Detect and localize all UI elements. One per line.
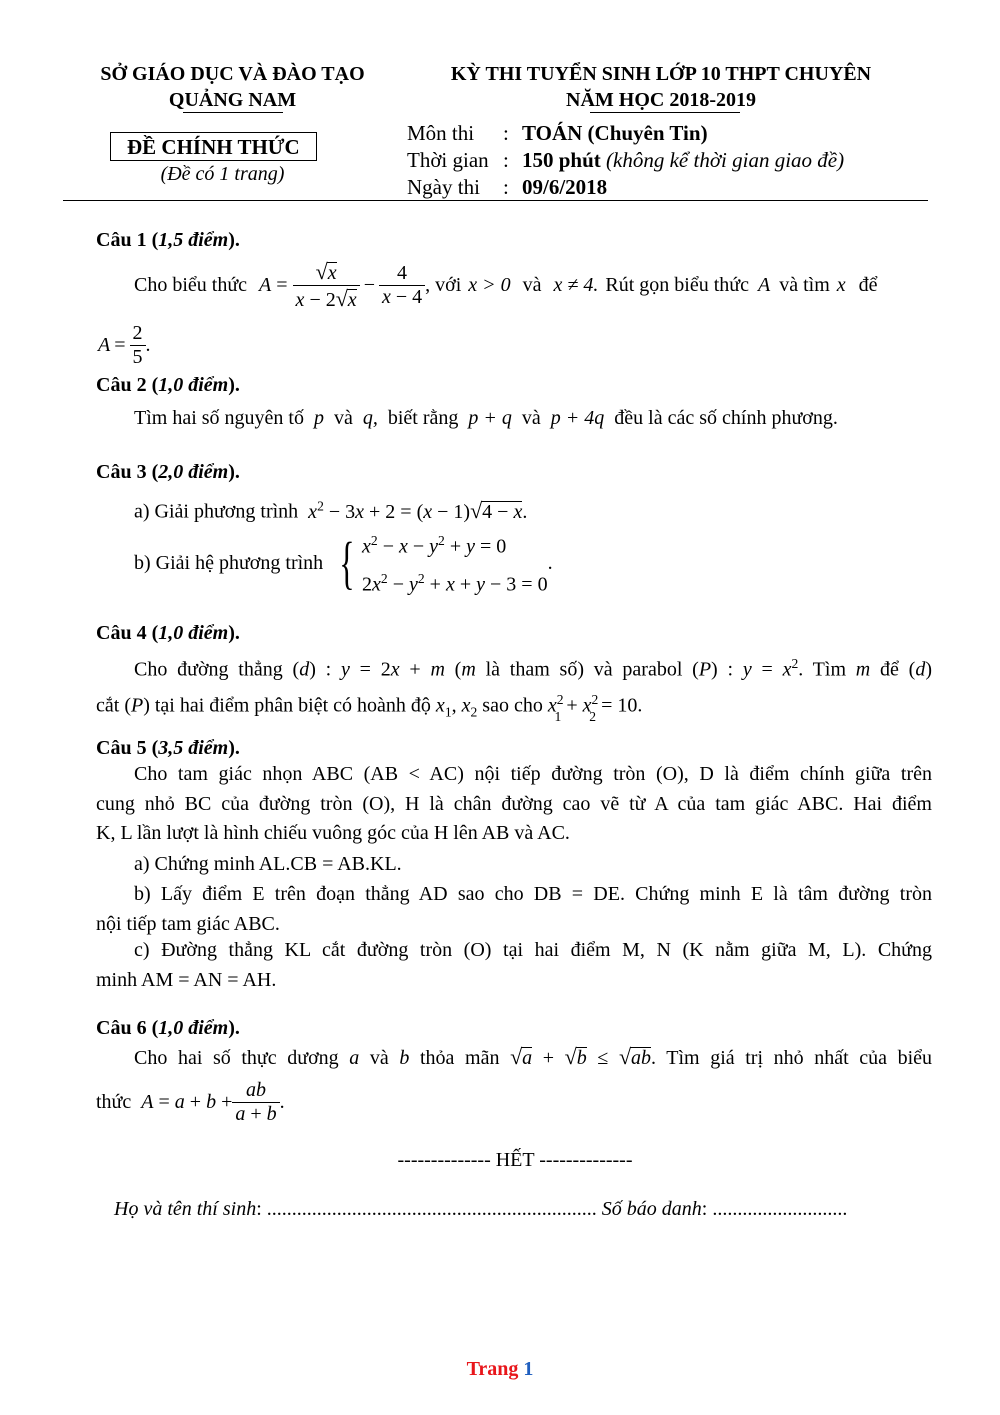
q6-line1: Cho hai số thực dương a và b thỏa mãn √a + √b ≤ √ab. Tìm giá trị nhỏ nhất của biểu xyxy=(134,1044,933,1069)
time-value-line xyxy=(522,148,844,173)
page-number: 1 xyxy=(523,1358,534,1380)
time-note: (không kể thời gian giao đề) xyxy=(606,148,845,172)
q5-part-c: c) Đường thẳng KL cắt đường tròn (O) tại hai điểm M, N (K nằm giữa M, L). Chứng xyxy=(134,939,932,961)
q1-var-A: A xyxy=(259,274,272,296)
q5-part-a: a) Chứng minh AL.CB = AB.KL. xyxy=(134,853,402,875)
q5-part-c-cont: minh AM = AN = AH. xyxy=(96,969,277,991)
q1-var-x: x xyxy=(836,274,846,296)
q1-var-A-2: A xyxy=(758,274,771,296)
q4-line1: Cho đường thẳng (d) : y = 2x + m (m là tham số) và parabol (P) : $y = x^2$. Tìm m để (d) xyxy=(134,656,933,681)
q1-fraction-2: $\frac{4}{x - 4}$ xyxy=(379,262,425,309)
end-mark: -------------- HẾT -------------- xyxy=(397,1149,633,1171)
q1-text-mid: , với xyxy=(425,274,462,296)
q3-system: { $x^2 - x - y^2 + y = 0$ $2x^2 - y^2 + x + y - 3 = 0$ xyxy=(339,530,548,596)
q6-points: 1,0 điểm xyxy=(158,1017,229,1039)
province-underline xyxy=(183,112,283,113)
subject-colon: : xyxy=(503,121,509,145)
q1-text-start: Cho biểu thức xyxy=(134,274,248,296)
school-year-underline xyxy=(590,112,740,113)
q6-fraction: $\frac{ab}{a + b}$ xyxy=(232,1079,279,1126)
candidate-id-label: Số báo danh xyxy=(601,1198,702,1220)
department-name: SỞ GIÁO DỤC VÀ ĐÀO TẠO xyxy=(100,63,365,85)
q1-cond1: x > 0 xyxy=(468,274,511,296)
date-value: 09/6/2018 xyxy=(522,175,608,199)
q1-target: A = $\frac{2}{5}$ . xyxy=(98,321,151,368)
q5-points: 3,5 điểm xyxy=(158,737,229,759)
q5-line3: K, L lần lượt là hình chiếu vuông góc của H lên AB và AC. xyxy=(96,822,570,844)
q2-title: Câu 2 (1,0 điểm). xyxy=(96,374,240,396)
date-label: Ngày thi xyxy=(407,175,480,199)
school-year: NĂM HỌC 2018-2019 xyxy=(566,89,756,111)
q3-equation: $x^2 - 3x + 2 = (x - 1)√4 - x$. xyxy=(308,497,528,523)
candidate-line xyxy=(114,1197,847,1221)
q5-part-b-cont: nội tiếp tam giác ABC. xyxy=(96,913,280,935)
subject-value: TOÁN (Chuyên Tin) xyxy=(522,121,708,145)
q1-and: và xyxy=(522,274,542,296)
q5-part-b: b) Lấy điểm E trên đoạn thẳng AD sao cho DB = DE. Chứng minh E là tâm đường tròn xyxy=(134,883,932,905)
q6-title: Câu 6 (1,0 điểm). xyxy=(96,1017,240,1039)
page-footer xyxy=(0,1358,1000,1381)
q3-part-b: b) Giải hệ phương trình { $x^2 - x - y^2 + y = 0$ $2x^2 - y^2 + x + y - 3 = 0$ . xyxy=(134,528,553,598)
candidate-id-dots: : ........................... xyxy=(701,1198,848,1220)
q3-points: 2,0 điểm xyxy=(158,461,229,483)
exam-title: KỲ THI TUYỂN SINH LỚP 10 THPT CHUYÊN xyxy=(450,63,872,85)
q1-expression-line: Cho biểu thức A = $\frac{√x}{x - 2√x}$ − $\frac{4}{x - 4}$ , với x > 0 và x ≠ 4. Rút gọn biểu thức A và tìm x để xyxy=(134,258,878,311)
q1-cond2: x ≠ 4. xyxy=(553,274,599,296)
official-label: ĐỀ CHÍNH THỨC xyxy=(110,132,317,161)
q1-text-to: để xyxy=(858,274,878,296)
q1-title: Câu 1 (1,5 điểm). xyxy=(96,229,240,251)
q1-text-find: và tìm xyxy=(779,274,830,296)
q1-fraction-1: $\frac{√x}{x - 2√x}$ xyxy=(293,259,360,312)
q6-condition: √a + √b ≤ √ab xyxy=(510,1044,652,1069)
candidate-name-label: Họ và tên thí sinh xyxy=(114,1198,257,1220)
candidate-name-dots: : .................................................................. xyxy=(256,1198,597,1220)
q4-points: 1,0 điểm xyxy=(158,622,229,644)
province-name: QUẢNG NAM xyxy=(168,89,297,111)
q3-part-a: a) Giải phương trình $x^2 - 3x + 2 = (x - 1)√4 - x$. xyxy=(134,497,528,523)
subject-label: Môn thi xyxy=(407,121,475,145)
q5-line1: Cho tam giác nhọn ABC (AB < AC) nội tiếp đường tròn (O), D là điểm chính giữa trên xyxy=(134,763,932,785)
pages-note: (Đề có 1 trang) xyxy=(160,163,285,185)
q4-line2: cắt (P) tại hai điểm phân biệt có hoành độ $x_1$, $x_2$ sao cho $x^2_1 + x^2_2 = 10$. xyxy=(96,692,643,724)
page-footer-word: Trang xyxy=(466,1358,519,1380)
q3-title: Câu 3 (2,0 điểm). xyxy=(96,461,240,483)
time-value: 150 phút xyxy=(522,148,601,172)
time-colon: : xyxy=(503,148,509,172)
q1-text-end: Rút gọn biểu thức xyxy=(605,274,750,296)
header-rule xyxy=(63,200,928,201)
q5-line2: cung nhỏ BC của đường tròn (O), H là chân đường cao vẽ từ A của tam giác ABC. Hai điểm xyxy=(96,793,932,815)
q2-points: 1,0 điểm xyxy=(158,374,229,396)
date-colon: : xyxy=(503,175,509,199)
q5-title: Câu 5 (3,5 điểm). xyxy=(96,737,240,759)
time-label: Thời gian xyxy=(407,148,489,172)
q6-line2: thức A = a + b + $\frac{ab}{a + b}$ . xyxy=(96,1078,285,1125)
q4-title: Câu 4 (1,0 điểm). xyxy=(96,622,240,644)
q2-text: Tìm hai số nguyên tố p và q, biết rằng p + q và p + 4q đều là các số chính phương. xyxy=(134,407,838,429)
q1-points: 1,5 điểm xyxy=(158,229,229,251)
